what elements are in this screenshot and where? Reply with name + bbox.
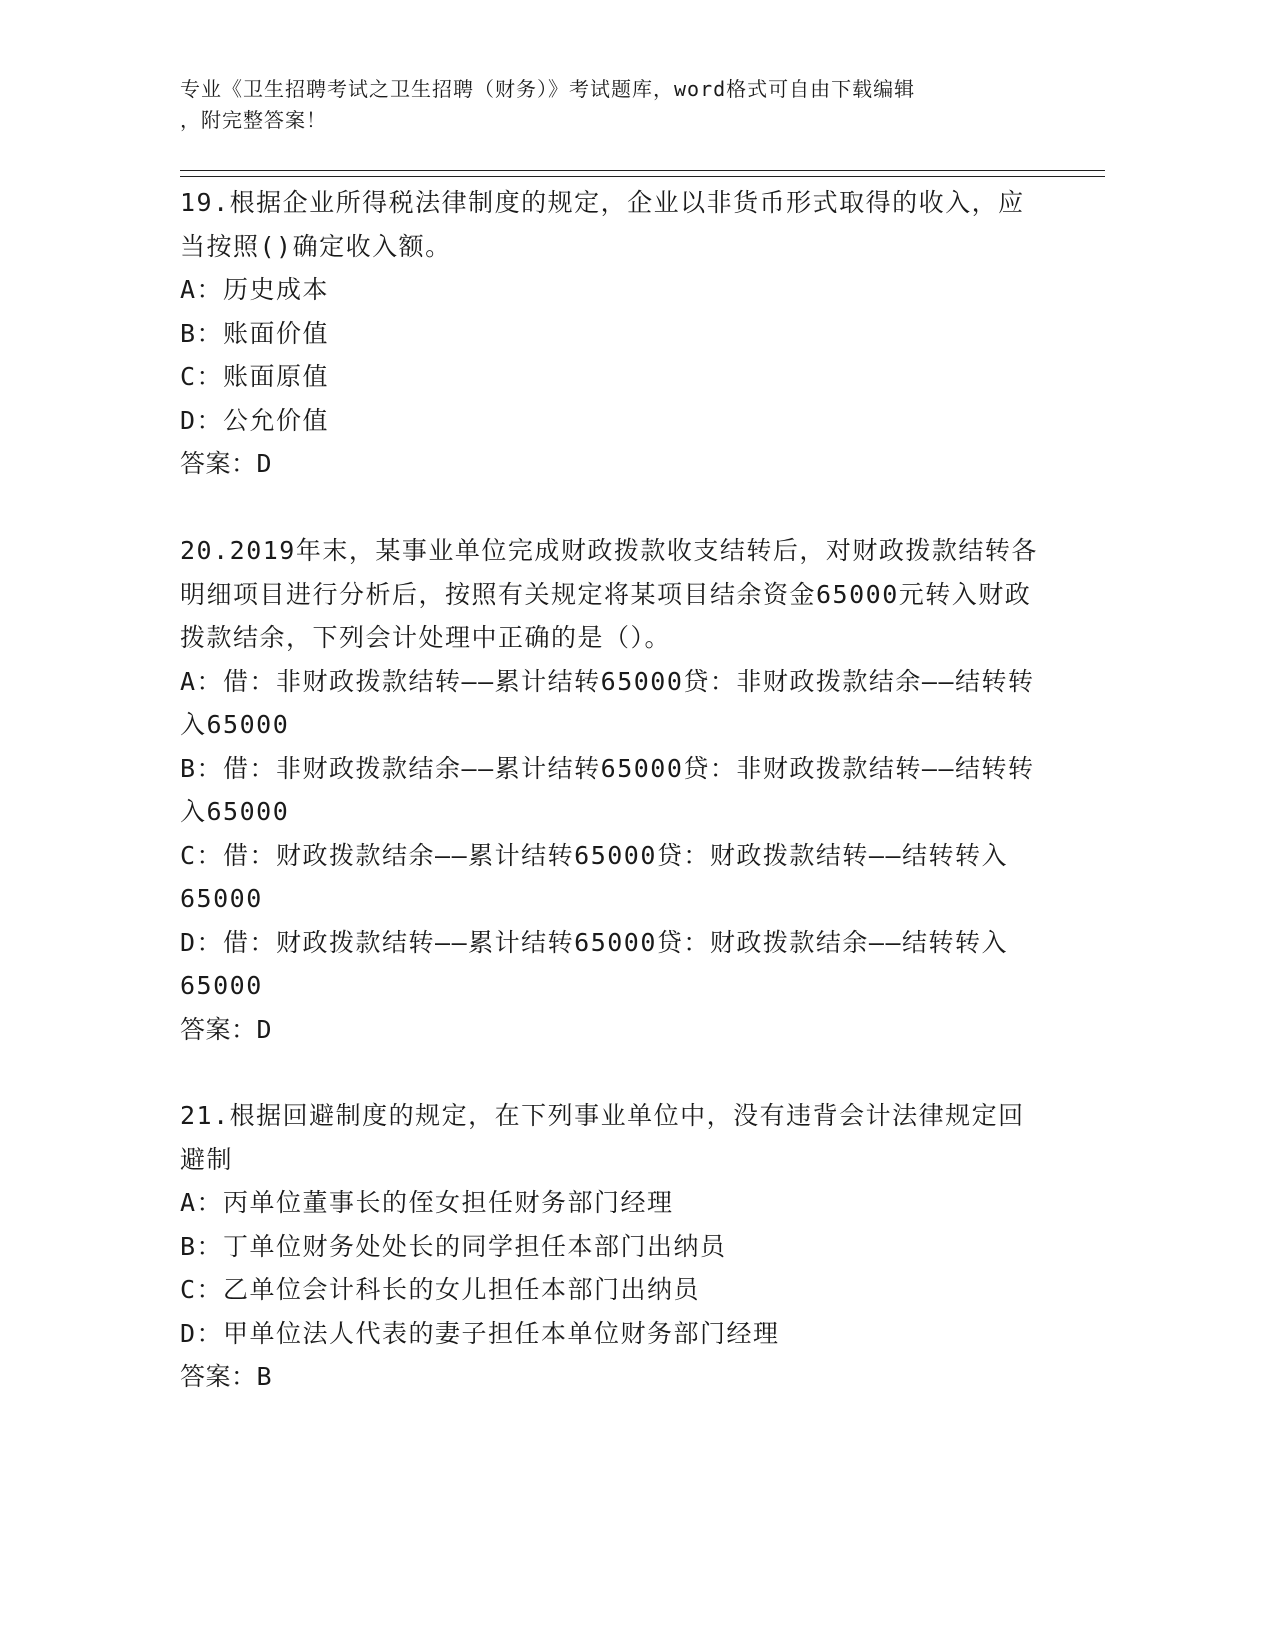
question-19	[180, 181, 1050, 486]
question-stem: 21.根据回避制度的规定，在下列事业单位中，没有违背会计法律规定回避制	[180, 1101, 1025, 1174]
question-20	[180, 529, 1050, 1051]
option-a: A：丙单位董事长的侄女担任财务部门经理	[180, 1188, 674, 1217]
document-header	[180, 74, 1060, 136]
option-d: D：借：财政拨款结转——累计结转65000贷：财政拨款结余——结转转入65000	[180, 927, 1009, 1000]
option-d: D：公允价值	[180, 405, 330, 435]
option-b: B：账面价值	[180, 318, 330, 348]
answer-line: 答案：D	[180, 449, 273, 478]
option-d: D：甲单位法人代表的妻子担任本单位财务部门经理	[180, 1318, 780, 1348]
option-b: B：借：非财政拨款结余——累计结转65000贷：非财政拨款结转——结转转入65000	[180, 753, 1035, 826]
option-c: C：账面原值	[180, 362, 330, 391]
option-b: B：丁单位财务处处长的同学担任本部门出纳员	[180, 1231, 727, 1261]
answer-line: 答案：B	[180, 1362, 273, 1391]
answer-line: 答案：D	[180, 1014, 273, 1044]
header-rule-bottom	[180, 176, 1105, 177]
option-c: C：借：财政拨款结余——累计结转65000贷：财政拨款结转——结转转入65000	[180, 840, 1009, 913]
option-a: A：借：非财政拨款结转——累计结转65000贷：非财政拨款结余——结转转入65000	[180, 666, 1035, 739]
question-stem: 20.2019年末，某事业单位完成财政拨款收支结转后，对财政拨款结转各明细项目进行分析后，按照有关规定将某项目结余资金65000元转入财政拨款结余，下列会计处理中正确的是（）。	[180, 536, 1038, 652]
header-intro-line1: 专业《卫生招聘考试之卫生招聘（财务）》考试题库，word格式可自由下载编辑	[180, 77, 916, 101]
option-a: A：历史成本	[180, 275, 330, 304]
header-rule-top	[180, 170, 1105, 171]
question-21	[180, 1094, 1050, 1399]
option-c: C：乙单位会计科长的女儿担任本部门出纳员	[180, 1275, 701, 1304]
question-stem: 19.根据企业所得税法律制度的规定，企业以非货币形式取得的收入，应当按照()确定收入额。	[180, 188, 1025, 261]
header-intro-line2: ，附完整答案！	[180, 108, 327, 132]
